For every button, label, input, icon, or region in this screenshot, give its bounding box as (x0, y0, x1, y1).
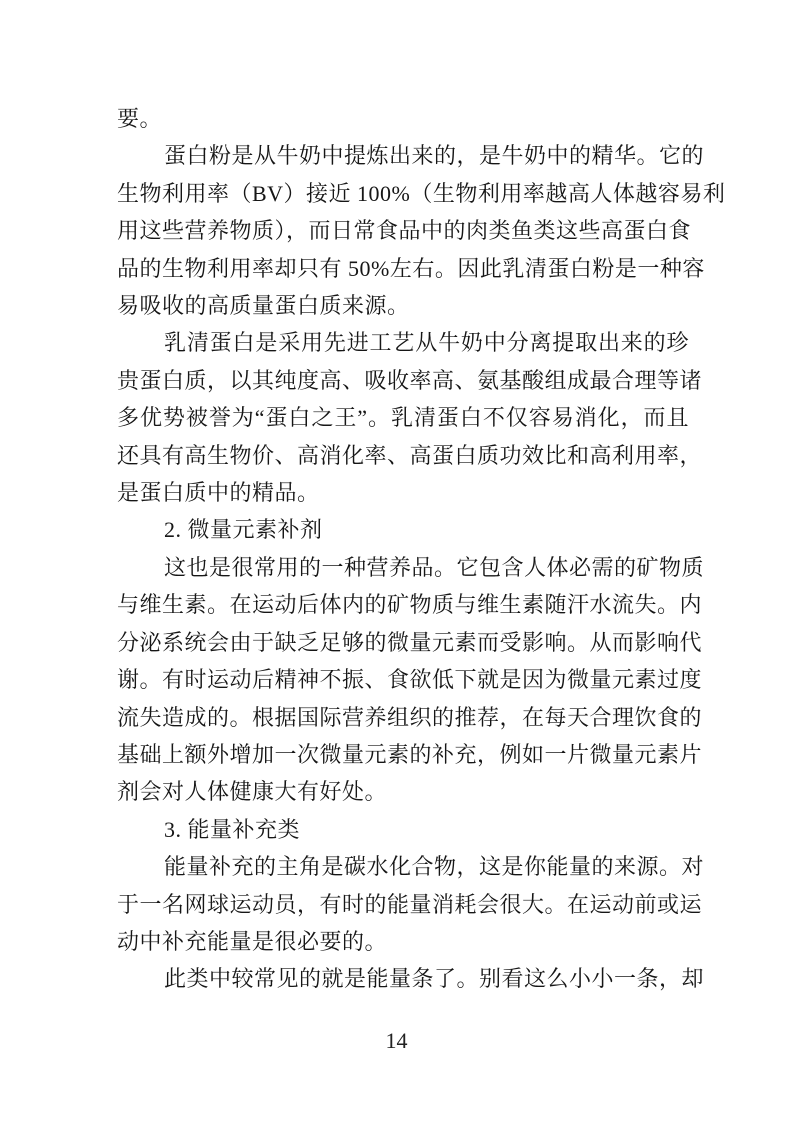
text-line: 分泌系统会由于缺乏足够的微量元素而受影响。从而影响代 (117, 629, 703, 655)
page-number: 14 (385, 1028, 408, 1053)
text-line: 与维生素。在运动后体内的矿物质与维生素随汗水流失。内 (117, 592, 703, 618)
section-heading: 2. 微量元素补剂 (164, 517, 323, 543)
text-line: 这也是很常用的一种营养品。它包含人体必需的矿物质 (164, 554, 705, 580)
text-line: 能量补充的主角是碳水化合物，这是你能量的来源。对 (164, 854, 705, 880)
text-line: 用这些营养物质），而日常食品中的肉类鱼类这些高蛋白食 (117, 218, 692, 244)
text-line: 剂会对人体健康大有好处。 (117, 779, 388, 805)
text-line: 乳清蛋白是采用先进工艺从牛奶中分离提取出来的珍 (164, 330, 689, 356)
text-line: 流失造成的。根据国际营养组织的推荐，在每天合理饮食的 (117, 704, 703, 730)
text-line: 此类中较常见的就是能量条了。别看这么小小一条，却 (164, 966, 705, 992)
text-line: 要。 (117, 106, 163, 131)
text-line: 易吸收的高质量蛋白质来源。 (117, 293, 410, 319)
text-line: 于一名网球运动员，有时的能量消耗会很大。在运动前或运 (117, 891, 703, 917)
text-line: 还具有高生物价、高消化率、高蛋白质功效比和高利用率， (117, 442, 703, 468)
text-line: 动中补充能量是很必要的。 (117, 928, 388, 954)
text-line: 蛋白粉是从牛奶中提炼出来的，是牛奶中的精华。它的 (164, 143, 705, 169)
section-heading: 3. 能量补充类 (164, 816, 301, 842)
text-line: 基础上额外增加一次微量元素的补充，例如一片微量元素片 (117, 741, 703, 767)
text-line: 多优势被誉为“蛋白之王”。乳清蛋白不仅容易消化，而且 (117, 405, 689, 431)
text-line: 谢。有时运动后精神不振、食欲低下就是因为微量元素过度 (117, 667, 703, 693)
text-line: 贵蛋白质，以其纯度高、吸收率高、氨基酸组成最合理等诸 (117, 367, 703, 393)
text-line: 生物利用率（BV）接近 100%（生物利用率越高人体越容易利 (117, 180, 726, 206)
text-line: 品的生物利用率却只有 50%左右。因此乳清蛋白粉是一种容 (117, 255, 705, 281)
text-line: 是蛋白质中的精品。 (117, 480, 320, 506)
body-text (117, 100, 726, 998)
